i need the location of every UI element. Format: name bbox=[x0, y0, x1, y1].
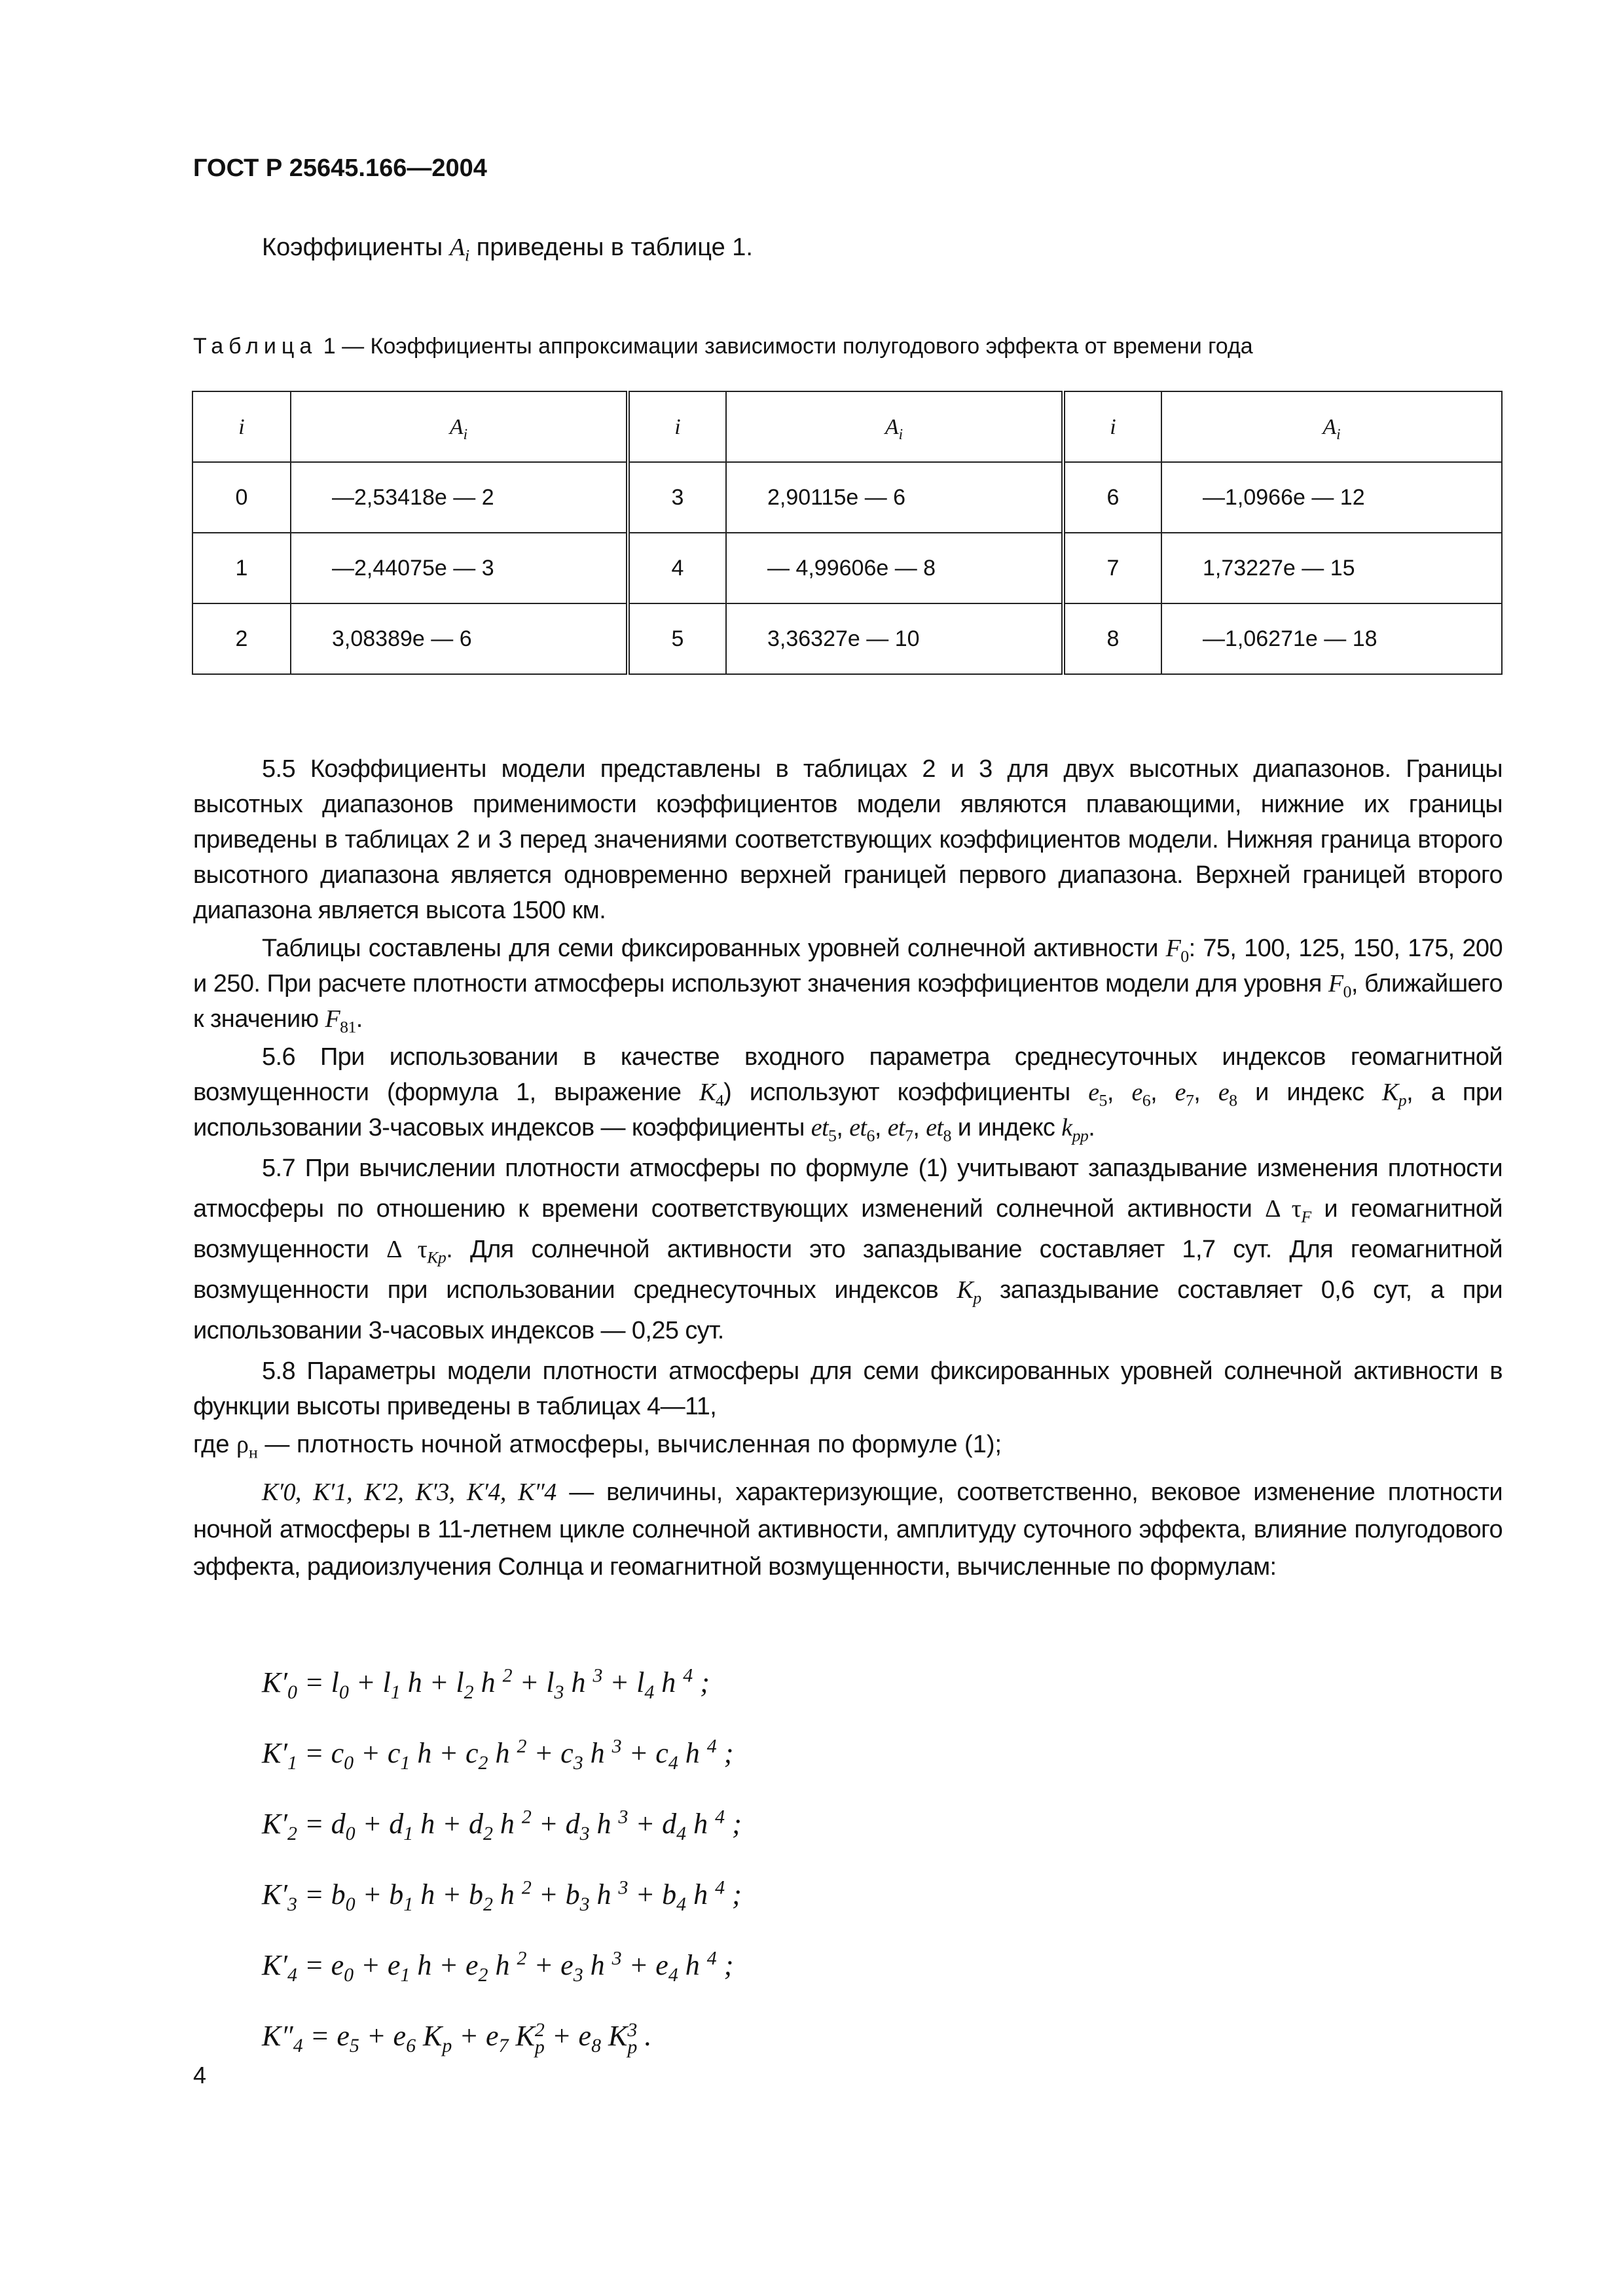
document-header: ГОСТ Р 25645.166—2004 bbox=[193, 154, 487, 182]
cell-index: 2 bbox=[192, 603, 291, 674]
body-text bbox=[193, 751, 1503, 1586]
cell-index: 0 bbox=[192, 462, 291, 533]
header-i: i bbox=[628, 391, 726, 462]
cell-value: 2,90115e — 6 bbox=[726, 462, 1063, 533]
formula-k0: $K'_0 = l_0 + l_1$ $h + l_2$ h $^2 + l_3$ h $^3 + l_4$ h $^4$ ; bbox=[262, 1664, 710, 1703]
header-A: $A_i$ bbox=[291, 391, 628, 462]
symbol-A-sub: i bbox=[465, 245, 470, 265]
k-symbol-list: K′0, K′1, K′2, K′3, K′4, K″4 bbox=[262, 1479, 556, 1506]
paragraph-5-6: 5.6 При использовании в качестве входного параметра среднесуточных индексов геомагнитной возмущенности (формула 1, выражение $K_4$) используют коэффициенты $e_5$, $e_6$, $e_7$, $e_8$ и индекс $K_p$, а при использовании 3-часовых индексов — коэффициенты $et_5$, $et_6$, $et_7$, $et_8$ и индекс $k_{pp}$. bbox=[193, 1043, 1503, 1145]
header-i: i bbox=[192, 391, 291, 462]
table1-caption-prefix: Таблица bbox=[193, 334, 318, 359]
formula-k1: $K'_1 = c_0 + c_1$ $h + c_2$ h $^2 + c_3$ h $^3 + c_4$ h $^4$ ; bbox=[262, 1735, 734, 1774]
paragraph-5-5: 5.5 Коэффициенты модели представлены в таблицах 2 и 3 для двух высотных диапазонов. Границы высотных диапазонов применимости коэффициентов модели являются плавающими, нижние их границы приведены в таблицах 2 и 3 перед значениями соответствующих коэффициентов модели. Нижняя граница второго высотного диапазона является одновременно верхней границей первого диапазона. Верхней границей второго диапазона является высота 1500 км. bbox=[193, 755, 1503, 924]
formula-k4-double: $K''_4 = e_5 + e_6$ $K_p + e_7$ K 2 p + $e_8$ K 3 p . bbox=[262, 2018, 652, 2058]
cell-value: —2,44075e — 3 bbox=[291, 533, 628, 603]
intro-line bbox=[262, 233, 753, 265]
cell-index: 5 bbox=[628, 603, 726, 674]
cell-value: 1,73227e — 15 bbox=[1161, 533, 1502, 603]
cell-index: 4 bbox=[628, 533, 726, 603]
table-row bbox=[192, 603, 1502, 674]
cell-value: —1,06271e — 18 bbox=[1161, 603, 1502, 674]
cell-index: 6 bbox=[1063, 462, 1161, 533]
paragraph-k-definitions: K′0, K′1, K′2, K′3, K′4, K″4 — величины, характеризующие, соответственно, вековое изменение плотности ночной атмосферы в 11-летнем цикле солнечной активности, амплитуду суточного эффекта, влияние полугодового эффекта, радиоизлучения Солнца и геомагнитной возмущенности, вычисленные по формулам: bbox=[193, 1479, 1503, 1581]
page-number: 4 bbox=[193, 2062, 207, 2089]
table-row bbox=[192, 533, 1502, 603]
cell-index: 8 bbox=[1063, 603, 1161, 674]
cell-value: 3,08389e — 6 bbox=[291, 603, 628, 674]
table1 bbox=[192, 391, 1503, 675]
paragraph-where: где $\rho_н$ — плотность ночной атмосферы, вычисленная по формуле (1); bbox=[193, 1431, 1002, 1462]
cell-value: — 4,99606e — 8 bbox=[726, 533, 1063, 603]
formula-k2: $K'_2 = d_0 + d_1$ $h + d_2$ h $^2 + d_3$ h $^3 + d_4$ h $^4$ ; bbox=[262, 1806, 742, 1844]
header-A: $A_i$ bbox=[726, 391, 1063, 462]
cell-value: 3,36327e — 10 bbox=[726, 603, 1063, 674]
formula-k3: $K'_3 = b_0 + b_1$ $h + b_2$ h $^2 + b_3$ h $^3 + b_4$ h $^4$ ; bbox=[262, 1876, 742, 1915]
symbol-A: A bbox=[449, 234, 465, 261]
table1-caption-text: 1 — Коэффициенты аппроксимации зависимости полугодового эффекта от времени года bbox=[317, 334, 1253, 359]
cell-index: 1 bbox=[192, 533, 291, 603]
cell-index: 3 bbox=[628, 462, 726, 533]
header-A: $A_i$ bbox=[1161, 391, 1502, 462]
cell-value: —1,0966e — 12 bbox=[1161, 462, 1502, 533]
cell-index: 7 bbox=[1063, 533, 1161, 603]
table1-caption bbox=[193, 334, 1253, 359]
intro-text-after: приведены в таблице 1. bbox=[469, 234, 753, 261]
intro-text-before: Коэффициенты bbox=[262, 234, 450, 261]
formula-k4: $K'_4 = e_0 + e_1$ $h + e_2$ h $^2 + e_3$ h $^3 + e_4$ h $^4$ ; bbox=[262, 1947, 734, 1986]
header-i: i bbox=[1063, 391, 1161, 462]
cell-value: —2,53418e — 2 bbox=[291, 462, 628, 533]
paragraph-5-7: 5.7 При вычислении плотности атмосферы по формуле (1) учитывают запаздывание изменения плотности атмосферы по отношению к времени соответствующих изменений солнечной активности Δ $\tau_F$ и геомагнитной возмущенности Δ $\tau_{Kp}$. Для солнечной активности это запаздывание составляет 1,7 сут. Для геомагнитной возмущенности при использовании среднесуточных индексов $K_p$ запаздывание составляет 0,6 сут, а при использовании 3-часовых индексов — 0,25 сут. bbox=[193, 1155, 1503, 1344]
table1-header-row bbox=[192, 391, 1502, 462]
paragraph-5-8: 5.8 Параметры модели плотности атмосферы для семи фиксированных уровней солнечной активности в функции высоты приведены в таблицах 4—11, bbox=[193, 1357, 1503, 1420]
paragraph-levels: Таблицы составлены для семи фиксированных уровней солнечной активности $F_0$: 75, 100, 125, 150, 175, 200 и 250. При расчете плотности атмосферы используют значения коэффициентов модели для уровня $F_0$, ближайшего к значению $F_{81}$. bbox=[193, 935, 1503, 1037]
table-row bbox=[192, 462, 1502, 533]
